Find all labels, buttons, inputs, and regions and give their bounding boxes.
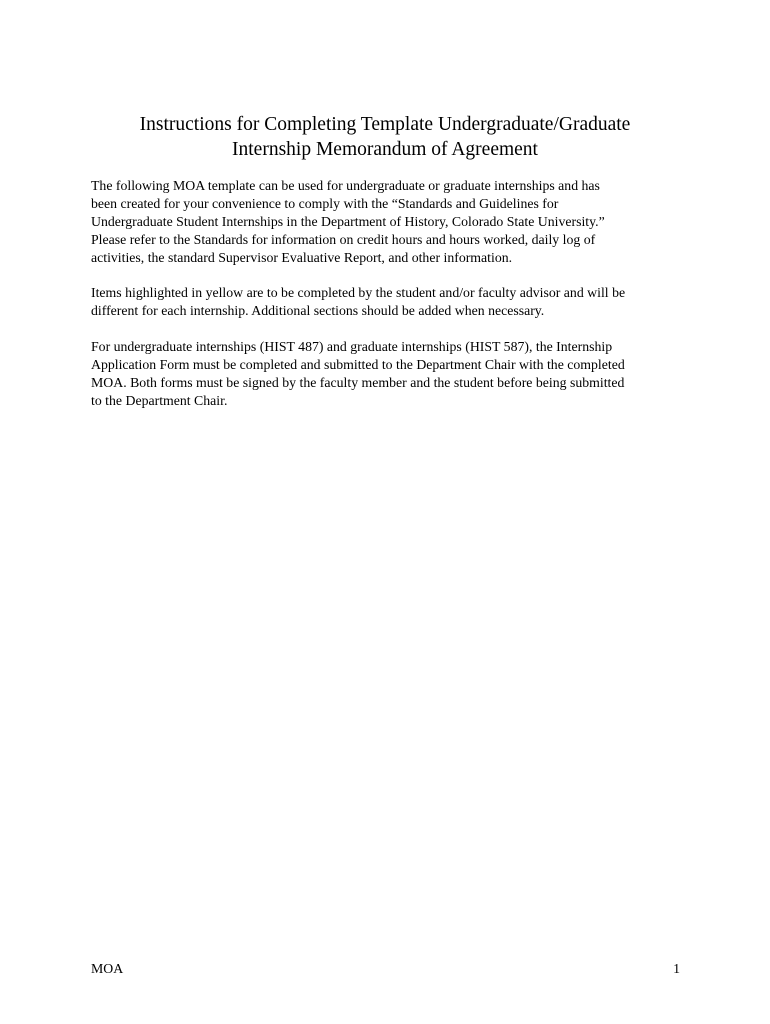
paragraph-line: For undergraduate internships (HIST 487) and graduate internships (HIST 587), the Internship	[91, 339, 613, 354]
paragraph-line: MOA. Both forms must be signed by the faculty member and the student before being submitted	[91, 375, 625, 390]
document-title	[0, 112, 770, 162]
page-number: 1	[673, 961, 680, 976]
paragraph-line: The following MOA template can be used for undergraduate or graduate internships and has	[91, 178, 600, 193]
title-line-1: Instructions for Completing Template Undergraduate/Graduate	[139, 114, 631, 135]
paragraph-line: to the Department Chair.	[91, 393, 228, 408]
paragraph-line: Undergraduate Student Internships in the Department of History, Colorado State University.”	[91, 214, 605, 229]
paragraph-line: Please refer to the Standards for information on credit hours and hours worked, daily log of	[91, 232, 596, 247]
paragraph-line: activities, the standard Supervisor Evaluative Report, and other information.	[91, 250, 513, 265]
paragraph-line: Items highlighted in yellow are to be completed by the student and/or faculty advisor and will be	[91, 285, 626, 300]
footer-label: MOA	[91, 961, 124, 976]
paragraph-intro	[91, 177, 691, 267]
paragraph-line: been created for your convenience to comply with the “Standards and Guidelines for	[91, 196, 559, 211]
paragraph-line: Application Form must be completed and submitted to the Department Chair with the completed	[91, 357, 625, 372]
title-line-2: Internship Memorandum of Agreement	[232, 139, 538, 160]
paragraph-application-form	[91, 338, 691, 410]
paragraph-highlight-note	[91, 284, 691, 320]
paragraph-line: different for each internship. Additional sections should be added when necessary.	[91, 303, 545, 318]
